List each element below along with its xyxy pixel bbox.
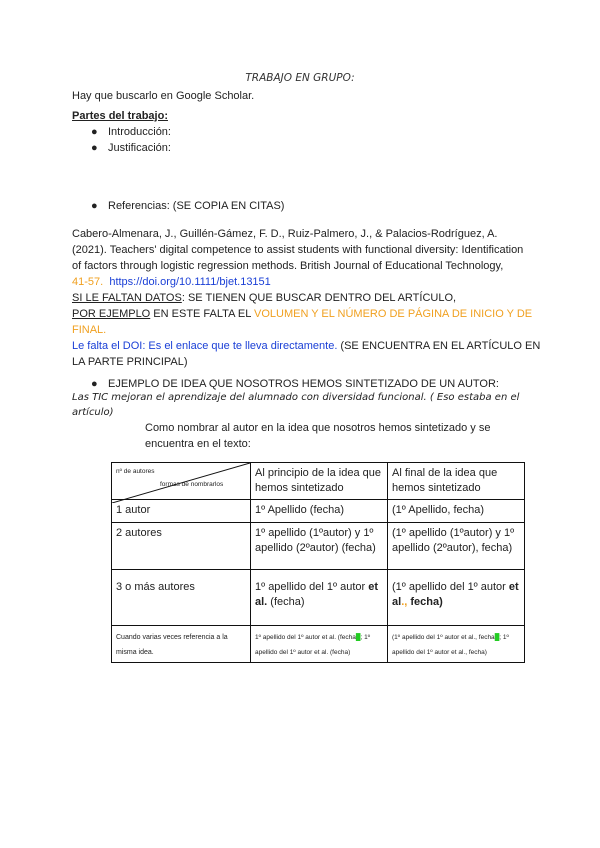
parts-list: [91, 124, 171, 156]
example-italic: Las TIC mejoran el aprendizaje del alumnado con diversidad funcional. ( Eso estaba en el artículo): [72, 392, 520, 418]
how-to-text: Como nombrar al autor en la idea que nosotros hemos sintetizado y se encuentra en el texto:: [145, 422, 491, 450]
doi-link[interactable]: https://doi.org/10.1111/bjet.13151: [109, 276, 271, 288]
corner-cell: nº de autores formas de nombrarlos: [112, 463, 251, 500]
list-item: ● Introducción:: [91, 126, 171, 138]
citation-pages: 41-57.: [72, 276, 104, 288]
bullet-icon: ●: [91, 142, 98, 154]
citation-table: [111, 462, 525, 663]
table-row: 1 autor 1º Apellido (fecha) (1º Apellido, fecha): [112, 500, 525, 523]
bullet-icon: ●: [91, 200, 98, 212]
table-row: Cuando varias veces referencia a la misma idea. 1º apellido del 1º autor et al. (fecha█; 1º apellido del 1º autor et al. (fecha) (1º apellido del 1º autor et al., fecha█; 1º apellido del 1º autor et al., fecha): [112, 626, 525, 663]
bullet-icon: ●: [91, 378, 98, 390]
list-item: ● Justificación:: [91, 142, 171, 154]
table-row: 3 o más autores 1º apellido del 1º autor et al. (fecha) (1º apellido del 1º autor et al., fecha): [112, 570, 525, 626]
parts-heading: Partes del trabajo:: [72, 110, 168, 122]
document-title: TRABAJO EN GRUPO:: [245, 72, 355, 84]
table-row: 2 autores 1º apellido (1ºautor) y 1º apellido (2ºautor) (fecha) (1º apellido (1ºautor) y 1º apellido (2ºautor), fecha): [112, 523, 525, 570]
list-item: ● EJEMPLO DE IDEA QUE NOSOTROS HEMOS SINTETIZADO DE UN AUTOR:: [91, 378, 499, 390]
intro-text: Hay que buscarlo en Google Scholar.: [72, 90, 255, 102]
citation: Cabero-Almenara, J., Guillén-Gámez, F. D., Ruiz-Palmero, J., & Palacios-Rodríguez, A. (2021). Teachers' digital competence to assist students with functional diversity: Identification of factors through logistic regression methods. British Journal of Educational Technology, 41-57. https://doi.org/10.1111/bjet.13151 SI LE FALTAN DATOS: SE TIENEN QUE BUSCAR DENTRO DEL ARTÍCULO, POR EJEMPLO EN ESTE FALTA EL VOLUMEN Y EL NÚMERO DE PÁGINA DE INICIO Y DE FINAL. Le falta el DOI: Es el enlace que te lleva directamente. (SE ENCUENTRA EN EL ARTÍCULO EN LA PARTE PRINCIPAL): [72, 228, 541, 368]
bullet-icon: ●: [91, 126, 98, 138]
table-row: nº de autores formas de nombrarlos Al principio de la idea que hemos sintetizado Al final de la idea que hemos sintetizado: [112, 463, 525, 500]
list-item: ● Referencias: (SE COPIA EN CITAS): [91, 200, 285, 212]
references-list: [91, 198, 285, 214]
